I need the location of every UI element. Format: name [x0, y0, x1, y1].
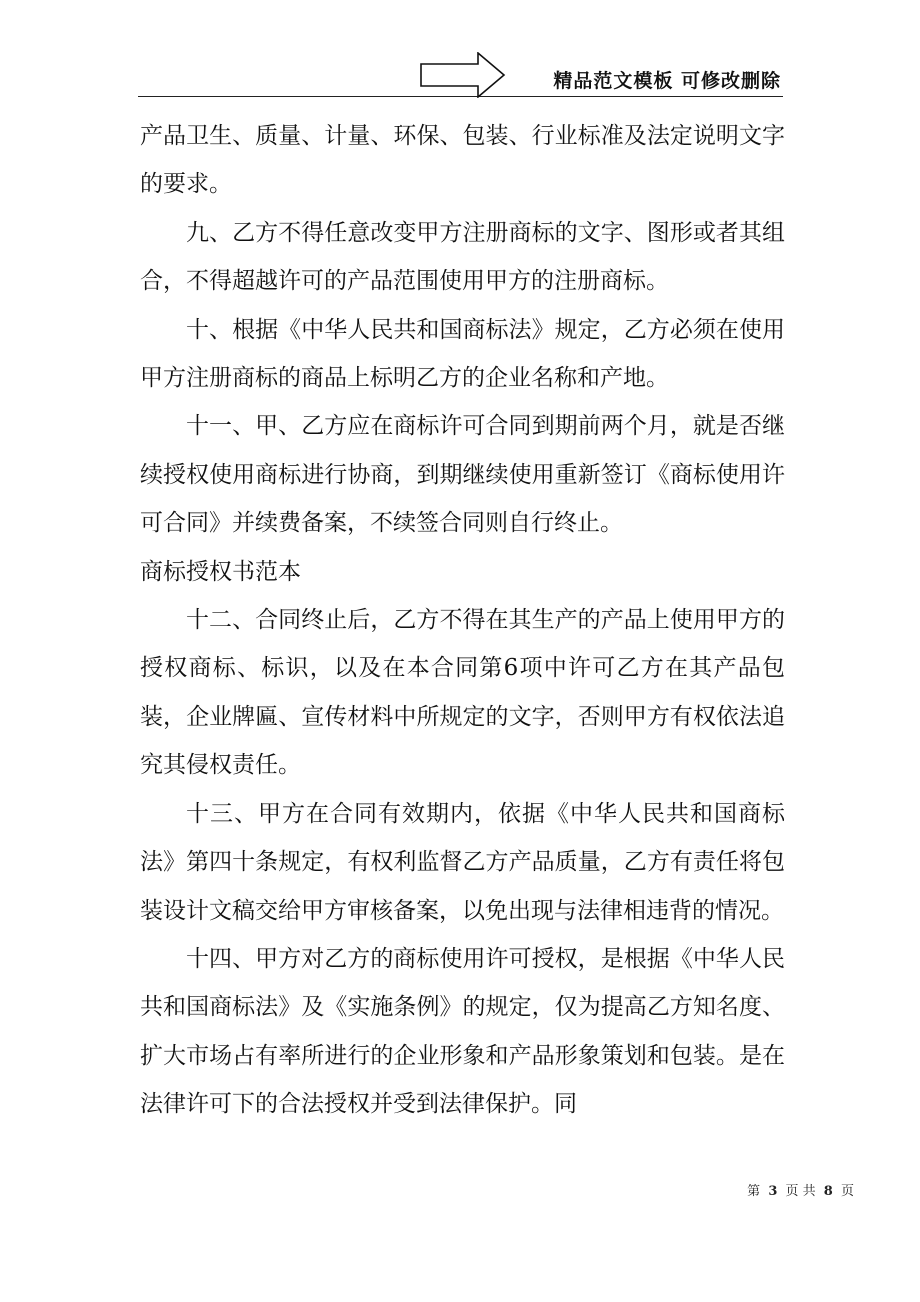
document-body	[140, 112, 785, 1129]
section-heading: 商标授权书范本	[140, 558, 301, 585]
header-title: 精品范文模板 可修改删除	[553, 70, 781, 92]
footer-middle: 页 共	[785, 1184, 816, 1199]
clause-12: 十二、合同终止后，乙方不得在其生产的产品上使用甲方的授权商标、标识，以及在本合同第6项中许可乙方在其产品包装，企业牌匾、宣传材料中所规定的文字，否则甲方有权依法追究其侵权责任。	[140, 607, 785, 779]
footer-suffix: 页	[840, 1184, 854, 1199]
clause-13: 十三、甲方在合同有效期内，依据《中华人民共和国商标法》第四十条规定，有权利监督乙方产品质量，乙方有责任将包装设计文稿交给甲方审核备案，以免出现与法律相违背的情况。	[140, 800, 785, 924]
right-arrow-icon	[420, 52, 506, 98]
page-footer	[747, 1180, 854, 1199]
page-header	[138, 48, 783, 97]
clause-11: 十一、甲、乙方应在商标许可合同到期前两个月，就是否继续授权使用商标进行协商，到期继续使用重新签订《商标使用许可合同》并续费备案，不续签合同则自行终止。	[140, 413, 785, 537]
current-page-number: 3	[768, 1184, 778, 1199]
clause-10: 十、根据《中华人民共和国商标法》规定，乙方必须在使用甲方注册商标的商品上标明乙方的企业名称和产地。	[140, 316, 785, 392]
paragraph-continuation: 产品卫生、质量、计量、环保、包装、行业标准及法定说明文字的要求。	[140, 123, 785, 198]
clause-14: 十四、甲方对乙方的商标使用许可授权，是根据《中华人民共和国商标法》及《实施条例》的规定，仅为提高乙方知名度、扩大市场占有率所进行的企业形象和产品形象策划和包装。是在法律许可下的合法授权并受到法律保护。同	[140, 945, 785, 1118]
total-pages-number: 8	[823, 1184, 833, 1199]
clause-9: 九、乙方不得任意改变甲方注册商标的文字、图形或者其组合，不得超越许可的产品范围使用甲方的注册商标。	[140, 219, 785, 295]
footer-prefix: 第	[747, 1184, 761, 1199]
